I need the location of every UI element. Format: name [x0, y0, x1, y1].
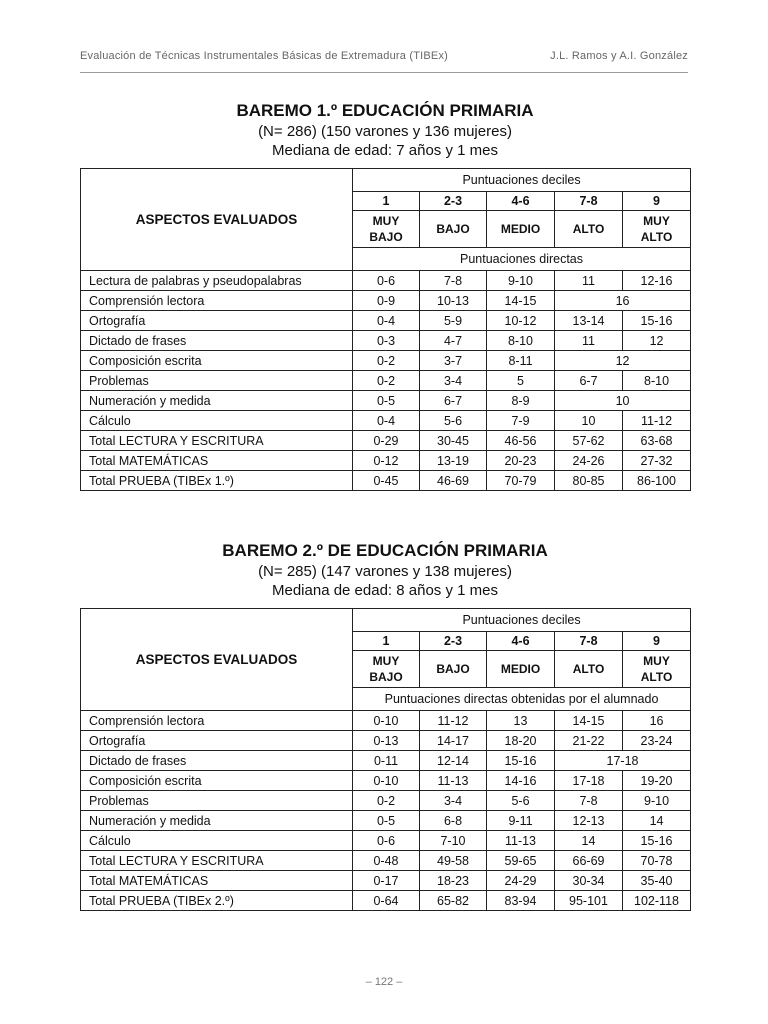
page-number: – 122 –	[365, 976, 403, 988]
baremo-2-header	[81, 609, 691, 711]
score-cell: 0-6	[353, 831, 420, 851]
row-label: Numeración y medida	[81, 391, 353, 411]
baremo-2-sample: (N= 285) (147 varones y 138 mujeres)	[258, 563, 512, 580]
table-row	[81, 891, 691, 911]
level-cell: MEDIO	[487, 651, 555, 688]
score-cell: 0-48	[353, 851, 420, 871]
row-label: Dictado de frases	[81, 331, 353, 351]
level-cell: MUY ALTO	[623, 651, 691, 688]
baremo-1-age: Mediana de edad: 7 años y 1 mes	[272, 142, 498, 159]
table-row	[81, 451, 691, 471]
score-cell: 12-14	[420, 751, 487, 771]
score-cell: 49-58	[420, 851, 487, 871]
decile-cell: 4-6	[487, 192, 555, 211]
score-cell: 0-3	[353, 331, 420, 351]
baremo-1-title: BAREMO 1.º EDUCACIÓN PRIMARIA	[236, 101, 534, 120]
score-cell: 8-11	[487, 351, 555, 371]
score-cell: 15-16	[487, 751, 555, 771]
score-cell: 27-32	[623, 451, 691, 471]
score-cell: 5	[487, 371, 555, 391]
score-cell: 0-2	[353, 351, 420, 371]
row-label: Total MATEMÁTICAS	[81, 871, 353, 891]
score-cell: 6-8	[420, 811, 487, 831]
score-cell: 5-6	[487, 791, 555, 811]
score-cell: 17-18	[555, 771, 623, 791]
score-cell: 86-100	[623, 471, 691, 491]
row-label: Lectura de palabras y pseudopalabras	[81, 271, 353, 291]
decile-cell: 9	[623, 192, 691, 211]
score-cell: 18-20	[487, 731, 555, 751]
row-label: Total PRUEBA (TIBEx 1.º)	[81, 471, 353, 491]
table-row	[81, 851, 691, 871]
baremo-1-header	[81, 169, 691, 271]
score-cell: 0-10	[353, 771, 420, 791]
score-cell: 80-85	[555, 471, 623, 491]
table-row	[81, 351, 691, 371]
score-cell: 9-10	[487, 271, 555, 291]
score-cell: 15-16	[623, 311, 691, 331]
row-label: Composición escrita	[81, 351, 353, 371]
table-row	[81, 271, 691, 291]
score-cell: 10	[555, 411, 623, 431]
score-cell: 65-82	[420, 891, 487, 911]
score-cell: 10-12	[487, 311, 555, 331]
score-cell: 16	[623, 711, 691, 731]
score-cell: 8-9	[487, 391, 555, 411]
decile-cell: 7-8	[555, 192, 623, 211]
row-label: Problemas	[81, 791, 353, 811]
score-cell: 11-13	[487, 831, 555, 851]
score-cell: 0-11	[353, 751, 420, 771]
baremo-2-section	[80, 540, 690, 911]
score-cell: 0-13	[353, 731, 420, 751]
score-cell: 63-68	[623, 431, 691, 451]
score-cell: 24-26	[555, 451, 623, 471]
decile-cell: 1	[353, 192, 420, 211]
score-cell: 9-10	[623, 791, 691, 811]
row-label: Dictado de frases	[81, 751, 353, 771]
score-cell: 3-7	[420, 351, 487, 371]
score-cell: 12-13	[555, 811, 623, 831]
score-cell: 23-24	[623, 731, 691, 751]
score-cell: 11-13	[420, 771, 487, 791]
table-row	[81, 811, 691, 831]
score-cell: 13	[487, 711, 555, 731]
row-label: Ortografía	[81, 731, 353, 751]
score-cell: 11-12	[420, 711, 487, 731]
table-row	[81, 831, 691, 851]
score-cell: 0-2	[353, 371, 420, 391]
row-label: Cálculo	[81, 831, 353, 851]
score-cell: 11	[555, 271, 623, 291]
score-cell: 16	[555, 291, 691, 311]
table-row	[81, 311, 691, 331]
score-cell: 83-94	[487, 891, 555, 911]
score-cell: 0-5	[353, 391, 420, 411]
level-cell: BAJO	[420, 651, 487, 688]
score-cell: 12-16	[623, 271, 691, 291]
score-cell: 18-23	[420, 871, 487, 891]
score-cell: 7-9	[487, 411, 555, 431]
row-label: Numeración y medida	[81, 811, 353, 831]
score-cell: 46-56	[487, 431, 555, 451]
table-row	[81, 711, 691, 731]
aspect-header: ASPECTOS EVALUADOS	[81, 169, 353, 271]
decile-cell: 4-6	[487, 632, 555, 651]
table-row	[81, 871, 691, 891]
score-cell: 102-118	[623, 891, 691, 911]
decile-cell: 2-3	[420, 632, 487, 651]
baremo-1-section	[80, 100, 690, 491]
table-row	[81, 771, 691, 791]
score-cell: 12	[623, 331, 691, 351]
level-cell: MEDIO	[487, 211, 555, 248]
row-label: Ortografía	[81, 311, 353, 331]
score-cell: 0-4	[353, 411, 420, 431]
score-cell: 10-13	[420, 291, 487, 311]
score-cell: 0-9	[353, 291, 420, 311]
table-row	[81, 291, 691, 311]
score-cell: 0-6	[353, 271, 420, 291]
level-cell: ALTO	[555, 211, 623, 248]
score-cell: 13-19	[420, 451, 487, 471]
level-cell: BAJO	[420, 211, 487, 248]
score-cell: 30-34	[555, 871, 623, 891]
row-label: Comprensión lectora	[81, 291, 353, 311]
direct-scores-header: Puntuaciones directas	[353, 248, 691, 271]
score-cell: 70-79	[487, 471, 555, 491]
baremo-2-table	[80, 608, 691, 911]
deciles-header: Puntuaciones deciles	[353, 169, 691, 192]
level-cell: MUY BAJO	[353, 651, 420, 688]
table-row	[81, 391, 691, 411]
score-cell: 14-17	[420, 731, 487, 751]
decile-cell: 1	[353, 632, 420, 651]
baremo-2-title: BAREMO 2.º DE EDUCACIÓN PRIMARIA	[222, 541, 548, 560]
decile-cell: 7-8	[555, 632, 623, 651]
score-cell: 5-6	[420, 411, 487, 431]
table-row	[81, 431, 691, 451]
score-cell: 21-22	[555, 731, 623, 751]
header-title: Evaluación de Técnicas Instrumentales Básicas de Extremadura (TIBEx)	[80, 50, 449, 62]
score-cell: 24-29	[487, 871, 555, 891]
direct-scores-header: Puntuaciones directas obtenidas por el alumnado	[353, 688, 691, 711]
score-cell: 59-65	[487, 851, 555, 871]
score-cell: 35-40	[623, 871, 691, 891]
row-label: Total MATEMÁTICAS	[81, 451, 353, 471]
decile-cell: 2-3	[420, 192, 487, 211]
baremo-1-table	[80, 168, 691, 491]
table-row	[81, 471, 691, 491]
row-label: Composición escrita	[81, 771, 353, 791]
score-cell: 14-15	[555, 711, 623, 731]
score-cell: 20-23	[487, 451, 555, 471]
aspect-header: ASPECTOS EVALUADOS	[81, 609, 353, 711]
score-cell: 30-45	[420, 431, 487, 451]
score-cell: 3-4	[420, 371, 487, 391]
score-cell: 10	[555, 391, 691, 411]
row-label: Problemas	[81, 371, 353, 391]
level-cell: MUY ALTO	[623, 211, 691, 248]
score-cell: 14	[555, 831, 623, 851]
score-cell: 0-64	[353, 891, 420, 911]
score-cell: 7-8	[555, 791, 623, 811]
score-cell: 8-10	[623, 371, 691, 391]
table-row	[81, 791, 691, 811]
row-label: Comprensión lectora	[81, 711, 353, 731]
row-label: Cálculo	[81, 411, 353, 431]
score-cell: 14-15	[487, 291, 555, 311]
score-cell: 95-101	[555, 891, 623, 911]
deciles-header: Puntuaciones deciles	[353, 609, 691, 632]
score-cell: 6-7	[420, 391, 487, 411]
score-cell: 11	[555, 331, 623, 351]
row-label: Total PRUEBA (TIBEx 2.º)	[81, 891, 353, 911]
row-label: Total LECTURA Y ESCRITURA	[81, 431, 353, 451]
score-cell: 11-12	[623, 411, 691, 431]
header-authors: J.L. Ramos y A.I. González	[550, 50, 688, 62]
score-cell: 70-78	[623, 851, 691, 871]
score-cell: 6-7	[555, 371, 623, 391]
decile-cell: 9	[623, 632, 691, 651]
table-row	[81, 411, 691, 431]
score-cell: 0-10	[353, 711, 420, 731]
score-cell: 17-18	[555, 751, 691, 771]
score-cell: 7-10	[420, 831, 487, 851]
score-cell: 9-11	[487, 811, 555, 831]
score-cell: 57-62	[555, 431, 623, 451]
score-cell: 19-20	[623, 771, 691, 791]
table-row	[81, 371, 691, 391]
score-cell: 0-5	[353, 811, 420, 831]
score-cell: 4-7	[420, 331, 487, 351]
score-cell: 14-16	[487, 771, 555, 791]
score-cell: 12	[555, 351, 691, 371]
score-cell: 5-9	[420, 311, 487, 331]
table-row	[81, 731, 691, 751]
score-cell: 0-4	[353, 311, 420, 331]
table-row	[81, 751, 691, 771]
row-label: Total LECTURA Y ESCRITURA	[81, 851, 353, 871]
baremo-2-age: Mediana de edad: 8 años y 1 mes	[272, 582, 498, 599]
baremo-1-sample: (N= 286) (150 varones y 136 mujeres)	[258, 123, 512, 140]
page-header	[80, 44, 688, 73]
score-cell: 0-12	[353, 451, 420, 471]
level-cell: MUY BAJO	[353, 211, 420, 248]
level-cell: ALTO	[555, 651, 623, 688]
score-cell: 46-69	[420, 471, 487, 491]
score-cell: 3-4	[420, 791, 487, 811]
score-cell: 0-29	[353, 431, 420, 451]
score-cell: 14	[623, 811, 691, 831]
score-cell: 8-10	[487, 331, 555, 351]
table-row	[81, 331, 691, 351]
score-cell: 0-17	[353, 871, 420, 891]
score-cell: 13-14	[555, 311, 623, 331]
score-cell: 0-45	[353, 471, 420, 491]
score-cell: 15-16	[623, 831, 691, 851]
baremo-1-body	[81, 271, 691, 491]
score-cell: 66-69	[555, 851, 623, 871]
baremo-2-body	[81, 711, 691, 911]
score-cell: 0-2	[353, 791, 420, 811]
score-cell: 7-8	[420, 271, 487, 291]
